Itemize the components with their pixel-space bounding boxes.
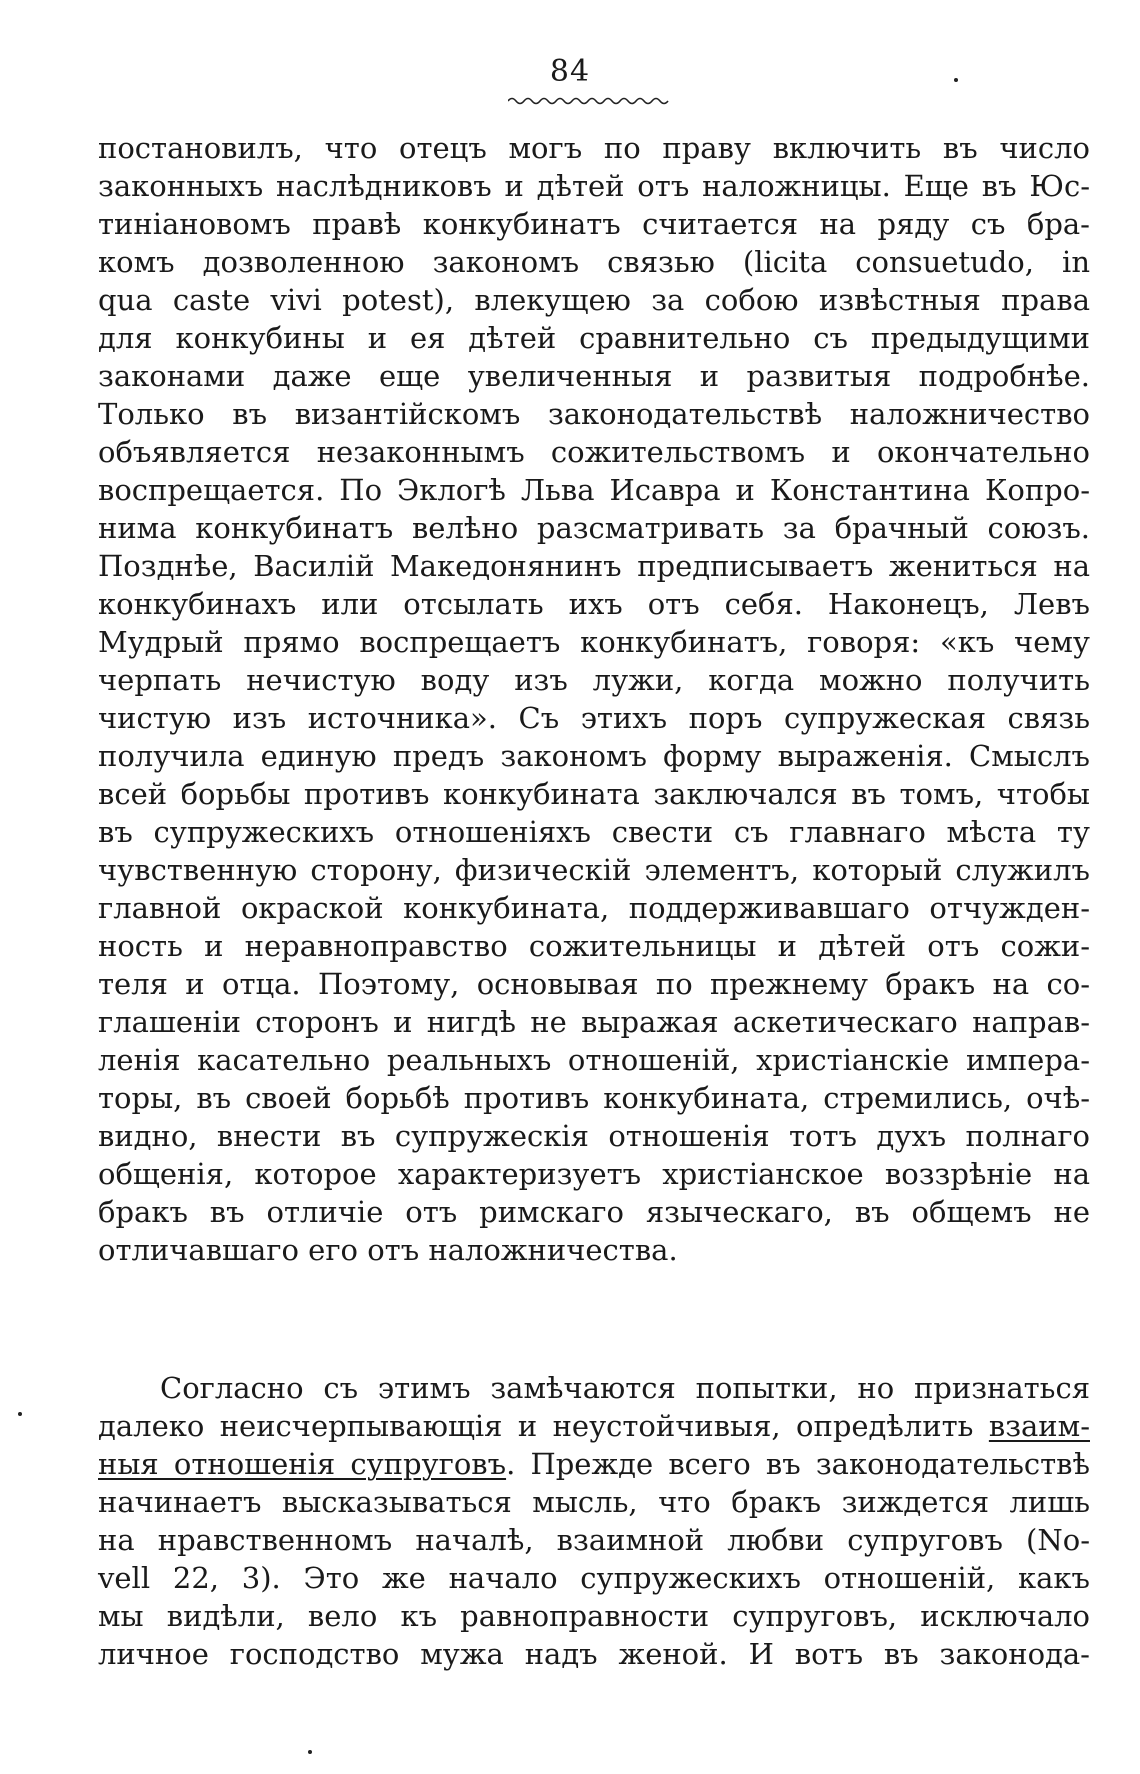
- text-line: Мудрый прямо воспрещаетъ конкубинатъ, говоря: «къ чему: [98, 625, 1090, 659]
- text-line: тиніановомъ правѣ конкубинатъ считается на ряду съ бра-: [98, 207, 1090, 241]
- text-line: бракъ въ отличіе отъ римскаго языческаго, въ общемъ не: [98, 1195, 1090, 1229]
- text-line: Позднѣе, Василій Македонянинъ предписываетъ жениться на: [98, 549, 1090, 583]
- text-line: конкубинахъ или отсылать ихъ отъ себя. Наконецъ, Левъ: [98, 587, 1090, 621]
- text-line: нима конкубинатъ велѣно разсматривать за брачный союзъ.: [98, 511, 1090, 545]
- text-line: ность и неравноправство сожительницы и дѣтей отъ сожи-: [98, 929, 1090, 963]
- text-line: теля и отца. Поэтому, основывая по прежнему бракъ на со-: [98, 967, 1090, 1001]
- text-line: Только въ византійскомъ законодательствѣ наложничество: [98, 397, 1090, 431]
- text-line: всей борьбы противъ конкубината заключался въ томъ, чтобы: [98, 777, 1090, 811]
- underlined-text: ныя отношенія супруговъ: [98, 1447, 507, 1481]
- text-line: законныхъ наслѣдниковъ и дѣтей отъ наложницы. Еще въ Юс-: [98, 169, 1090, 203]
- page-number: 84: [549, 54, 591, 89]
- text-line: Согласно съ этимъ замѣчаются попытки, но признаться: [160, 1371, 1090, 1405]
- text-line: глашеніи сторонъ и нигдѣ не выражая аскетическаго направ-: [98, 1005, 1090, 1039]
- text-line: начинаетъ высказываться мысль, что бракъ зиждется лишь: [98, 1485, 1090, 1519]
- text-line: объявляется незаконнымъ сожительствомъ и окончательно: [98, 435, 1090, 469]
- text-line: чистую изъ источника». Съ этихъ поръ супружеская связь: [98, 701, 1090, 735]
- text-line: получила единую предъ закономъ форму выраженія. Смыслъ: [98, 739, 1090, 773]
- text-line: ленія касательно реальныхъ отношеній, христіанскіе импера-: [98, 1043, 1090, 1077]
- text-line: отличавшаго его отъ наложничества.: [98, 1233, 678, 1267]
- text-line: торы, въ своей борьбѣ противъ конкубината, стремились, очѣ-: [98, 1081, 1090, 1115]
- text-segment: далеко неисчерпывающія и неустойчивыя, опредѣлить: [98, 1409, 989, 1443]
- text-line: въ супружескихъ отношеніяхъ свести съ главнаго мѣста ту: [98, 815, 1090, 849]
- underlined-text: взаим-: [988, 1409, 1090, 1443]
- text-line: главной окраской конкубината, поддерживавшаго отчужден-: [98, 891, 1090, 925]
- text-line: [98, 1406, 1090, 1446]
- scan-speck: [18, 1412, 22, 1416]
- text-line: комъ дозволенною закономъ связью (licita consuetudo, in: [98, 245, 1090, 279]
- text-line: черпать нечистую воду изъ лужи, когда можно получить: [98, 663, 1090, 697]
- text-line: общенія, которое характеризуетъ христіанское воззрѣніе на: [98, 1157, 1090, 1191]
- text-line: видно, внести въ супружескія отношенія тотъ духъ полнаго: [98, 1119, 1090, 1153]
- text-line: vell 22, 3). Это же начало супружескихъ отношеній, какъ: [98, 1561, 1090, 1595]
- text-line: [98, 1444, 1090, 1484]
- text-line: чувственную сторону, физическій элементъ, который служилъ: [98, 853, 1090, 887]
- text-line: qua caste vivi potest), влекущею за собою извѣстныя права: [98, 283, 1090, 317]
- text-line: личное господство мужа надъ женой. И вотъ въ законода-: [98, 1637, 1090, 1671]
- text-line: законами даже еще увеличенныя и развитыя подробнѣе.: [98, 359, 1090, 393]
- text-line: постановилъ, что отецъ могъ по праву включить въ число: [98, 131, 1090, 165]
- text-line: воспрещается. По Эклогѣ Льва Исавра и Константина Копро-: [98, 473, 1090, 507]
- scan-speck: [954, 78, 958, 82]
- wavy-rule-ornament: [508, 96, 670, 106]
- scan-speck: [308, 1750, 312, 1754]
- text-line: мы видѣли, вело къ равноправности супруговъ, исключало: [98, 1599, 1090, 1633]
- text-line: на нравственномъ началѣ, взаимной любви супруговъ (No-: [98, 1523, 1090, 1557]
- text-line: для конкубины и ея дѣтей сравнительно съ предыдущими: [98, 321, 1090, 355]
- text-segment: . Прежде всего въ законодательствѣ: [506, 1447, 1090, 1481]
